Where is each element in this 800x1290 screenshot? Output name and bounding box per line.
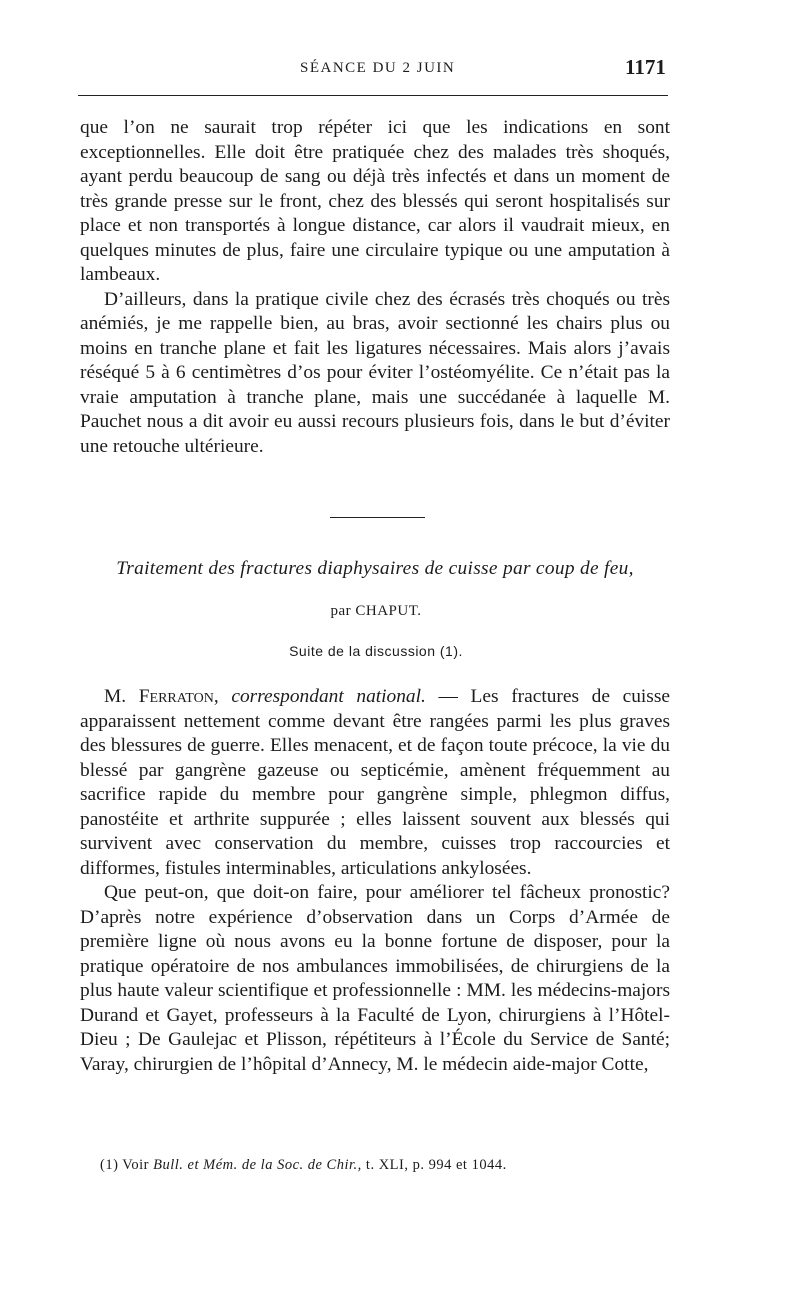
article-paragraph-1 [80,685,670,881]
speaker-name: M. Ferraton, [104,686,219,707]
article-byline: par CHAPUT. [330,603,422,619]
continuation-paragraph-2: D’ailleurs, dans la pratique civile chez des écrasés très choqués ou très anémiés, je me rappelle bien, au bras, avoir sectionné les chairs plus ou moins en tranche plane et fait les ligatures nécessaires. Mais alors j’avais réséqué 5 à 6 centimètres d’os pour éviter l’ostéomyélite. Ce n’était pas la vraie amputation à tranche plane, mais une succédanée à laquelle M. Pauchet nous a dit avoir eu aussi recours plusieurs fois, dans le but d’éviter une retouche ultérieure. [80,288,670,457]
speaker-role: correspondant national. [231,686,426,707]
article-title: Traitement des fractures diaphysaires de cuisse par coup de feu, [116,558,634,579]
section-divider [330,517,425,518]
continuation-paragraph-1: que l’on ne saurait trop répéter ici que les indications en sont exceptionnelles. Elle doit être pratiquée chez des malades très shoqués, ayant perdu beaucoup de sang ou déjà très infectés et dans un moment de très grande presse sur le front, chez des blessés qui seront hospitalisés sur place et non transportés à longue distance, car alors il vaudrait mieux, en quelques minutes de plus, faire une circulaire typique ou une amputation à lambeaux. [80,117,670,285]
footnote-journal: Bull. et Mém. de la Soc. de Chir., [153,1157,362,1173]
running-head [0,55,800,85]
page-number: 1171 [625,55,666,79]
footnote-prefix: (1) Voir [100,1157,154,1173]
article-paragraph-2: Que peut-on, que doit-on faire, pour améliorer tel fâcheux pronostic? D’après notre expérience d’observation dans un Corps d’Armée de première ligne où nous avons eu la bonne fortune de disposer, pour la pratique opératoire de nos ambulances immobilisées, de chirurgiens de la plus haute valeur scientifique et professionnelle : MM. les médecins-majors Durand et Gayet, professeurs à la Faculté de Lyon, chirurgiens à l’Hôtel-Dieu ; De Gaulejac et Plisson, répétiteurs à l’École du Service de Santé; Varay, chirurgien de l’hôpital d’Annecy, M. le médecin aide-major Cotte, [80,882,670,1075]
footnote [100,1157,700,1174]
footnote-suffix: t. XLI, p. 994 et 1044. [361,1157,507,1173]
continuation-text [80,116,670,459]
header-rule [78,95,668,96]
running-title: SÉANCE DU 2 JUIN [300,60,456,76]
article-subhead: Suite de la discussion (1). [289,643,463,659]
article-body [80,685,670,1077]
article-paragraph-1-text: — Les fractures de cuisse apparaissent nettement comme devant être rangées parmi les plus graves des blessures de guerre. Elles menacent, et de façon toute précoce, la vie du blessé par gangrène gazeuse ou septicémie, amènent fréquemment au sacrifice rapide du membre pour gangrène simple, phlegmon diffus, panostéite et arthrite suppurée ; elles laissent souvent aux blessés qui survivent avec conservation du membre, cuisses trop raccourcies et difformes, fistules interminables, articulations ankylosées. [80,686,671,879]
